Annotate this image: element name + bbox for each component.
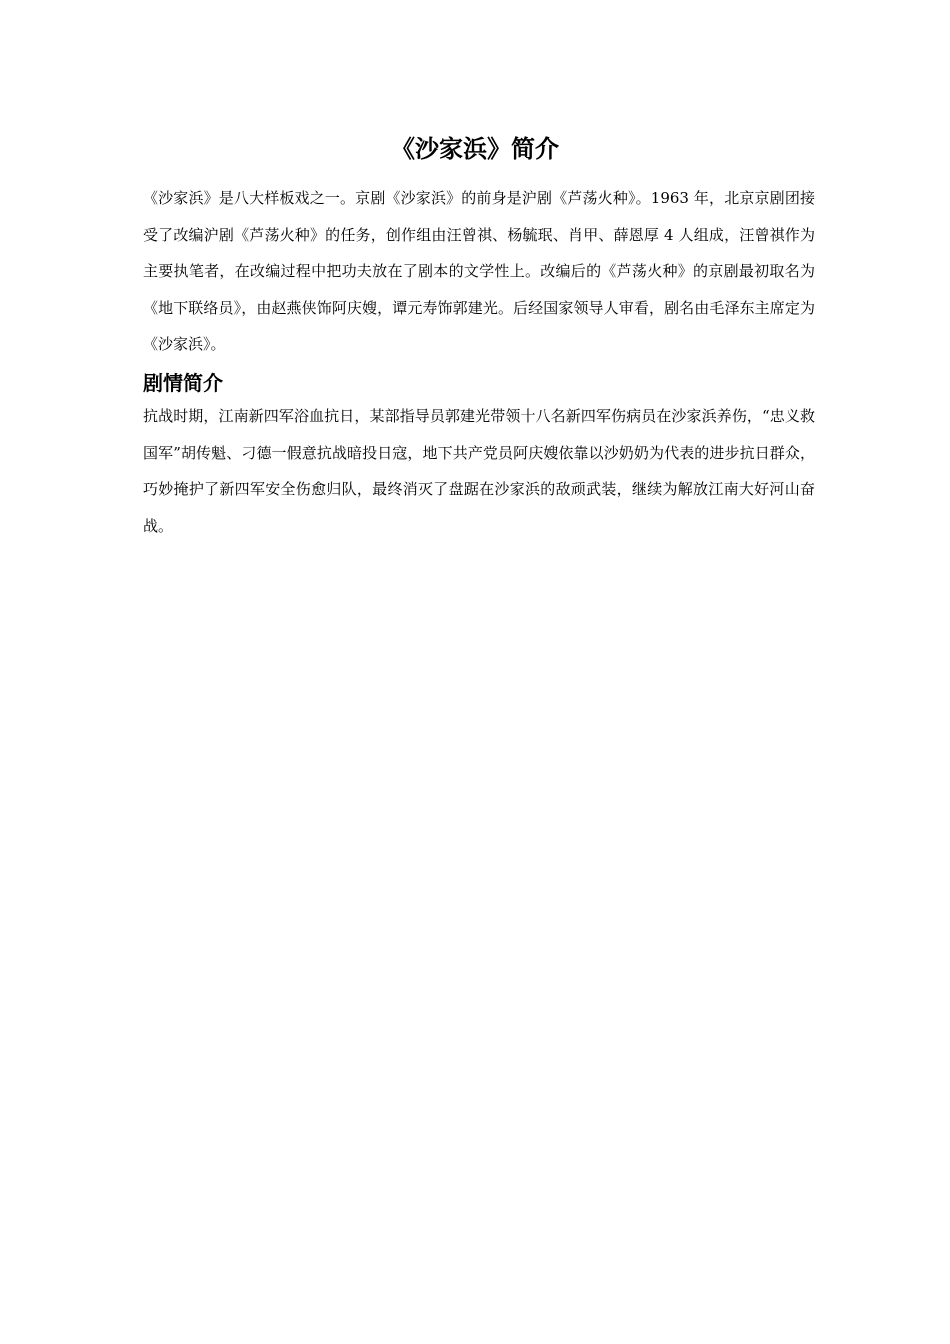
plot-section-heading: 剧情简介 [143, 371, 223, 395]
intro-paragraph: 《沙家浜》是八大样板戏之一。京剧《沙家浜》的前身是沪剧《芦荡火种》。1963 年，北京京剧团接受了改编沪剧《芦荡火种》的任务，创作组由汪曾祺、杨毓珉、肖甲、薛恩厚 4 人组成，汪曾祺作为主要执笔者，在改编过程中把功夫放在了剧本的文学性上。改编后的《芦荡火种》的京剧最初取名为《地下联络员》，由赵燕侠饰阿庆嫂，谭元寿饰郭建光。后经国家领导人审看，剧名由毛泽东主席定为《沙家浜》。 [143, 189, 815, 353]
document-title: 《沙家浜》简介 [391, 135, 559, 163]
plot-paragraph: 抗战时期，江南新四军浴血抗日，某部指导员郭建光带领十八名新四军伤病员在沙家浜养伤，“忠义救国军”胡传魁、刁德一假意抗战暗投日寇，地下共产党员阿庆嫂依靠以沙奶奶为代表的进步抗日群众，巧妙掩护了新四军安全伤愈归队，最终消灭了盘踞在沙家浜的敌顽武装，继续为解放江南大好河山奋战。 [143, 407, 815, 535]
